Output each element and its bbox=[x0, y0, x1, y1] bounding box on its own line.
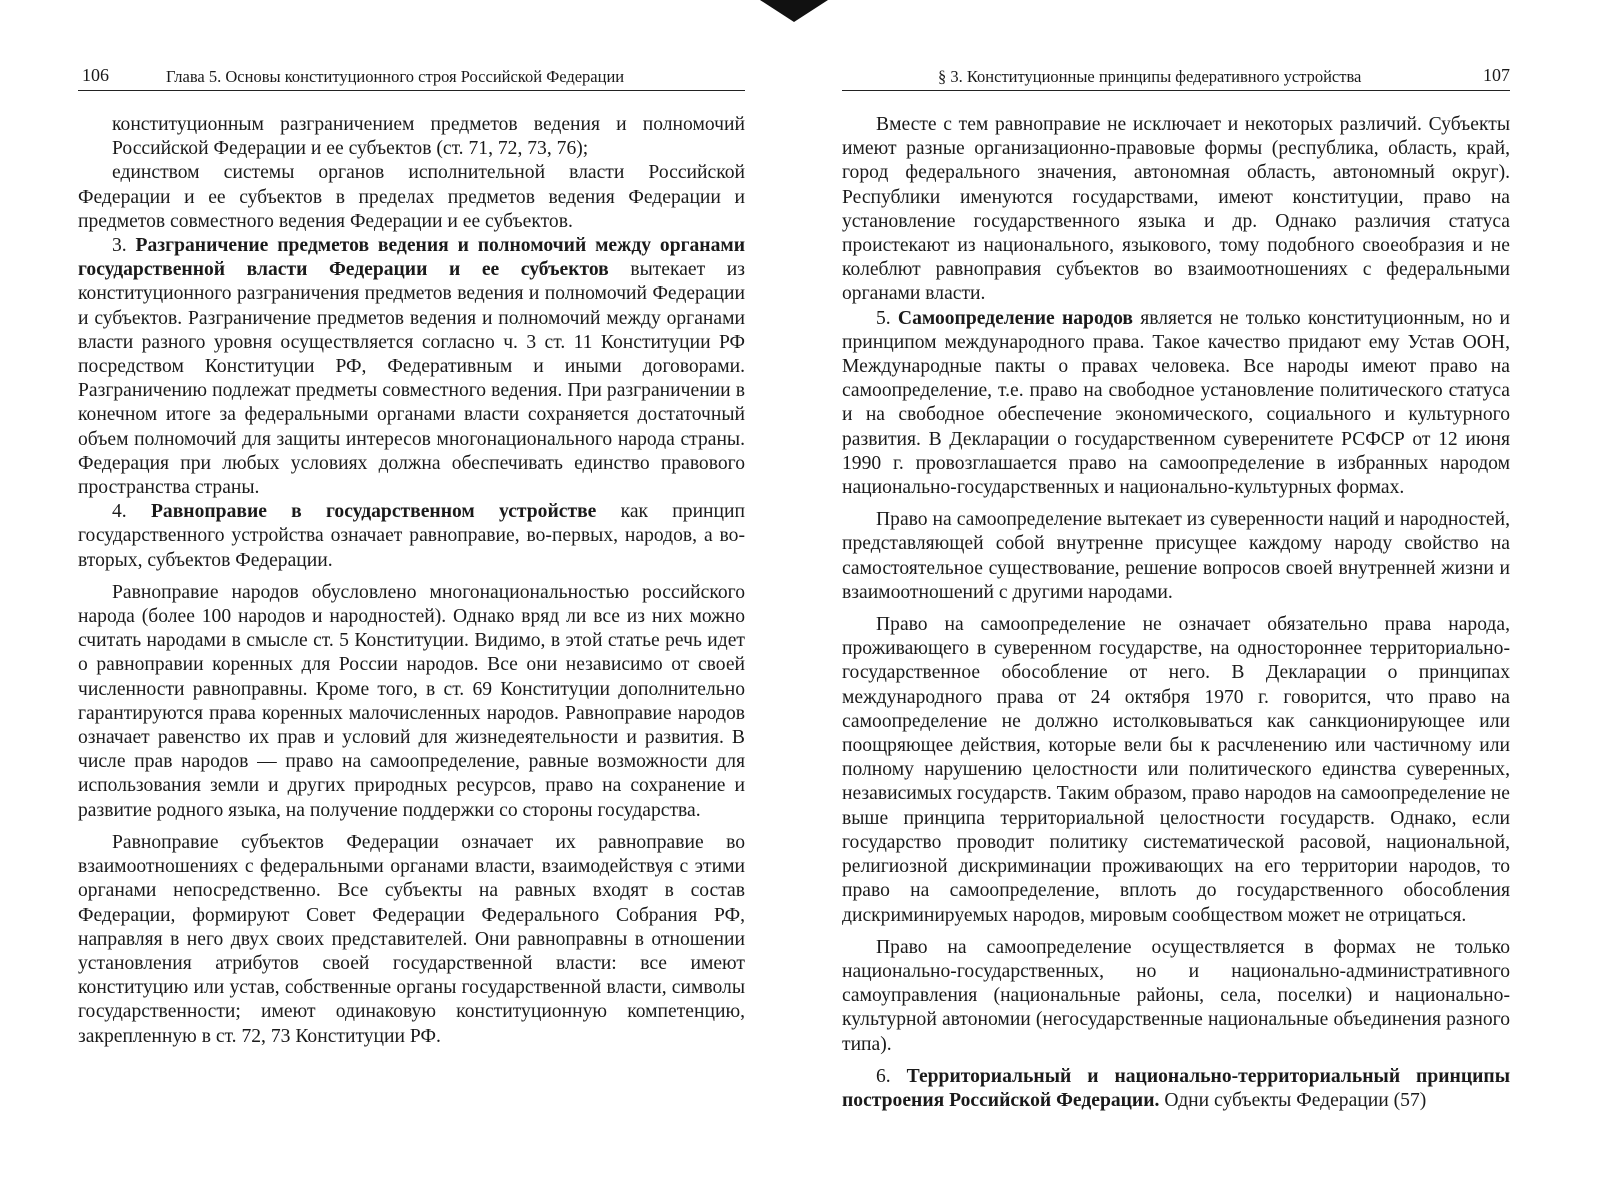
paragraph: Право на самоопределение осуществляется в формах не только национально-государственных, но и национально-административного самоуправления (национальные районы, села, поселки) и национально-культурной автономии (негосударственные национальные объединения разного типа). bbox=[842, 936, 1510, 1055]
right-running-head bbox=[842, 64, 1510, 91]
paragraph-text: является не только конституционным, но и принципом международного права. Такое качество придают ему Устав ООН, Международные пакты о правах человека. Все народы имеют право на самоопределение, т.е. право на свободное установление политического статуса и на свободное обеспечение экономического, социального и культурного развития. В Декларации о государственном суверенитете РСФСР от 12 июня 1990 г. провозглашается право на самоопределение в избранных народом национально-государственных и национально-культурных формах. bbox=[842, 307, 1511, 499]
paragraph-text: как принцип государственного устройства означает равноправие, во-первых, народов, а во-вторых, субъектов Федерации. bbox=[78, 501, 746, 571]
paragraph-text: Одни субъекты Федерации (57) bbox=[1159, 1089, 1427, 1111]
paragraph: Равноправие народов обусловлено многонациональностью российского народа (более 100 народов и народностей). Однако вряд ли все из них можно считать народами в смысле ст. 5 Конституции. Видимо, в этой статье речь идет о равноправии коренных для России народов. Все они независимо от своей численности равноправны. Кроме того, в ст. 69 Конституции дополнительно гарантируются права коренных малочисленных народов. Равноправие народов означает равенство их прав и условий для жизнедеятельности и развития. В числе прав народов — право на самоопределение, равные возможности для использования земли и других природных ресурсов, право на сохранение и развитие родного языка, на получение поддержки со стороны государства. bbox=[78, 581, 745, 821]
paragraph-section-4 bbox=[78, 500, 745, 573]
gutter-shadow bbox=[760, 0, 828, 22]
section-number: 4. bbox=[112, 501, 151, 523]
right-page bbox=[842, 64, 1510, 1113]
paragraph-section-3 bbox=[78, 234, 745, 500]
right-page-body bbox=[842, 113, 1510, 1113]
left-page bbox=[78, 64, 745, 1049]
paragraph-section-6 bbox=[842, 1065, 1510, 1113]
section-number: 6. bbox=[876, 1065, 907, 1087]
paragraph-text: вытекает из конституционного разграничения предметов ведения и полномочий Федерации и субъектов. Разграничение предметов ведения и полномочий между органами власти разного уровня осуществляется согласно ч. 3 ст. 11 Конституции РФ посредством Конституции РФ, Федеративным и иными договорами. Разграничению подлежат предметы совместного ведения. При разграничении в конечном итоге за федеральными органами власти сохраняется достаточный объем полномочий для защиты интересов многонационального народа страны. Федерация при любых условиях должна обеспечивать единство правового пространства страны. bbox=[78, 259, 745, 499]
left-running-title: Глава 5. Основы конституционного строя Российской Федерации bbox=[166, 67, 625, 86]
paragraph: Равноправие субъектов Федерации означает их равноправие во взаимоотношениях с федеральными органами власти, взаимодействуя с этими органами непосредственно. Все субъекты на равных входят в состав Федерации, формируют Совет Федерации Федерального Собрания РФ, направляя в него двух своих представителей. Они равноправны в отношении установления атрибутов своей государственной власти: все имеют конституцию или устав, собственные органы государственной власти, символы государственности; имеют одинаковую конституционную компетенцию, закрепленную в ст. 72, 73 Конституции РФ. bbox=[78, 831, 745, 1047]
paragraph: Право на самоопределение не означает обязательно права народа, проживающего в суверенном государстве, на одностороннее территориально-государственное обособление от него. В Декларации о принципах международного права от 24 октября 1970 г. говорится, что право на самоопределение не должно истолковываться как санкционирующее или поощряющее действия, которые вели бы к расчленению или частичному или полному нарушению целостности или политического единства суверенных, независимых государств. Таким образом, право народов на самоопределение не выше принципа территориальной целостности государств. Однако, если государство проводит политику систематической расовой, национальной, религиозной дискриминации проживающих на его территории народов, то право на самоопределение, вплоть до государственного обособления дискриминируемых народов, мировым сообществом может не отрицаться. bbox=[842, 614, 1510, 926]
section-heading: Самоопределение народов bbox=[897, 307, 1133, 329]
paragraph-section-5 bbox=[842, 307, 1510, 501]
left-running-head bbox=[78, 64, 745, 91]
section-number: 5. bbox=[876, 307, 898, 329]
right-page-number: 107 bbox=[1483, 65, 1510, 85]
left-page-number: 106 bbox=[82, 65, 109, 85]
section-number: 3. bbox=[112, 235, 136, 257]
right-running-title: § 3. Конституционные принципы федеративного устройства bbox=[938, 67, 1362, 86]
section-heading: Разграничение предметов ведения и полномочий между органами государственной власти Федерации и ее субъектов bbox=[78, 235, 746, 281]
section-heading: Территориальный и национально-территориальный принципы построения Российской Федерации. bbox=[842, 1065, 1510, 1111]
left-page-body bbox=[78, 113, 745, 1049]
section-heading: Равноправие в государственном устройстве bbox=[150, 501, 597, 523]
paragraph: Право на самоопределение вытекает из суверенности наций и народностей, представляющей собой внутренне присущее каждому народу свойство на самостоятельное существование, решение вопросов своей внутренней жизни и взаимоотношений с другими народами. bbox=[842, 509, 1510, 603]
paragraph: конституционным разграничением предметов ведения и полномочий Российской Федерации и ее субъектов (ст. 71, 72, 73, 76); bbox=[112, 114, 745, 160]
paragraph: единством системы органов исполнительной власти Российской Федерации и ее субъектов в пределах предметов ведения Федерации и предметов совместного ведения Федерации и ее субъектов. bbox=[78, 162, 745, 232]
paragraph: Вместе с тем равноправие не исключает и некоторых различий. Субъекты имеют разные организационно-правовые формы (республика, область, край, город федерального значения, автономная область, автономный округ). Республики именуются государствами, имеют конституции, право на установление государственного языка и др. Однако различия статуса проистекают из национального, языкового, тому подобного своеобразия и не колеблют равноправия субъектов во взаимоотношениях с федеральными органами власти. bbox=[842, 114, 1510, 305]
